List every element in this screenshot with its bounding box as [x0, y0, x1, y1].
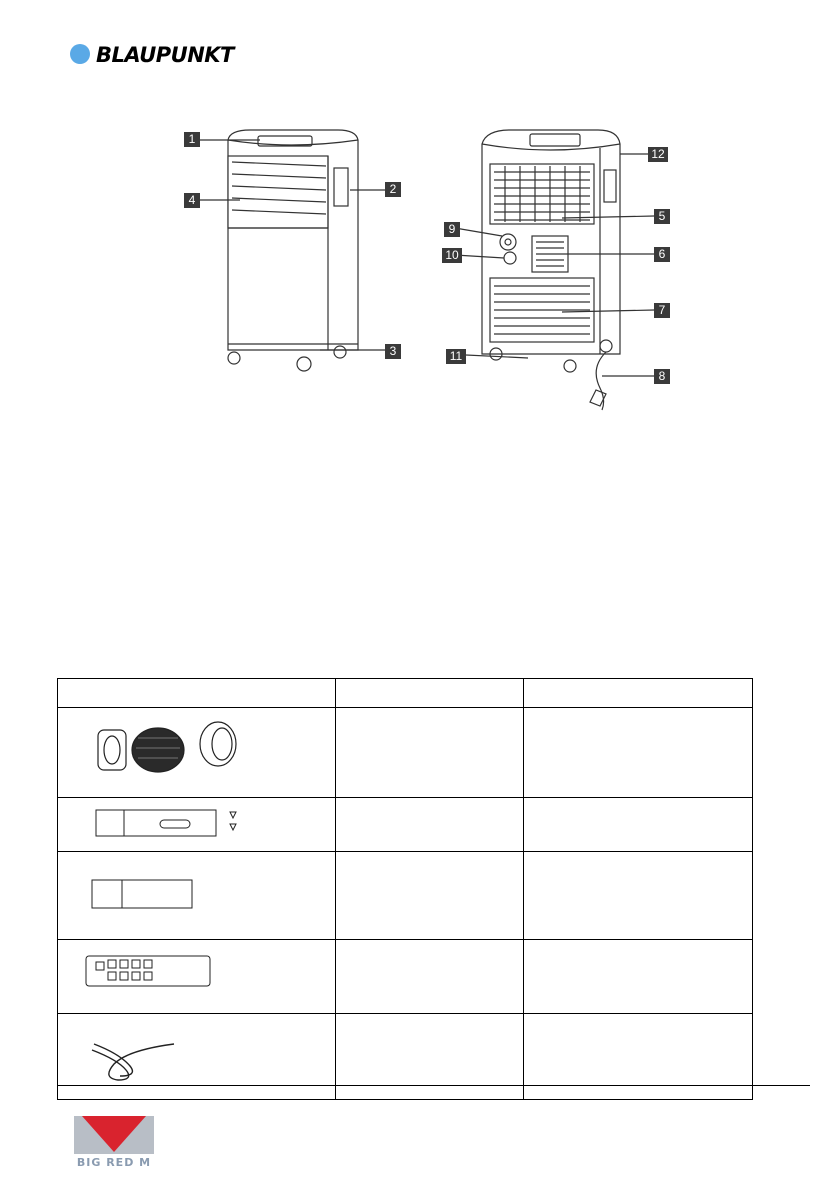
callout-4: 4 — [184, 193, 200, 208]
remote-control-icon — [58, 940, 335, 1008]
hose-adapters-icon — [58, 708, 335, 792]
callout-5: 5 — [654, 209, 670, 224]
table-cell — [524, 852, 753, 940]
drain-hose-image — [58, 1014, 336, 1100]
header-cell — [58, 679, 336, 708]
table-cell — [524, 1014, 753, 1100]
table-cell — [336, 708, 524, 798]
callout-10: 10 — [442, 248, 462, 263]
table-cell — [336, 940, 524, 1014]
slider-extension-image — [58, 852, 336, 940]
callout-12: 12 — [648, 147, 668, 162]
table-cell — [524, 940, 753, 1014]
callout-11: 11 — [446, 349, 466, 364]
hose-adapters-image — [58, 708, 336, 798]
table-cell — [336, 798, 524, 852]
footer-divider — [57, 1085, 810, 1086]
table-cell — [524, 708, 753, 798]
table-cell — [336, 1014, 524, 1100]
header-cell — [524, 679, 753, 708]
air-conditioner-illustration — [160, 118, 680, 418]
slider-extension-icon — [58, 852, 335, 934]
logo-dot-icon — [70, 44, 90, 64]
accessories-table — [57, 678, 753, 1100]
big-red-m-emblem-icon — [74, 1112, 154, 1156]
logo-text: BLAUPUNKT — [96, 43, 234, 67]
window-slider-icon — [58, 798, 335, 846]
drain-hose-icon — [58, 1014, 335, 1094]
table-row — [58, 798, 753, 852]
remote-control-image — [58, 940, 336, 1014]
header-cell — [336, 679, 524, 708]
big-red-m-logo — [74, 1112, 154, 1172]
callout-8: 8 — [654, 369, 670, 384]
table-cell — [524, 798, 753, 852]
product-parts-diagram — [160, 118, 680, 418]
callout-9: 9 — [444, 222, 460, 237]
callout-2: 2 — [385, 182, 401, 197]
table-row — [58, 1014, 753, 1100]
callout-3: 3 — [385, 344, 401, 359]
table-row — [58, 852, 753, 940]
table-header-row — [58, 679, 753, 708]
window-slider-image — [58, 798, 336, 852]
callout-1: 1 — [184, 132, 200, 147]
callout-7: 7 — [654, 303, 670, 318]
table-row — [58, 708, 753, 798]
table-row — [58, 940, 753, 1014]
brand-text: BIG RED M — [76, 1156, 152, 1169]
table-cell — [336, 852, 524, 940]
callout-6: 6 — [654, 247, 670, 262]
